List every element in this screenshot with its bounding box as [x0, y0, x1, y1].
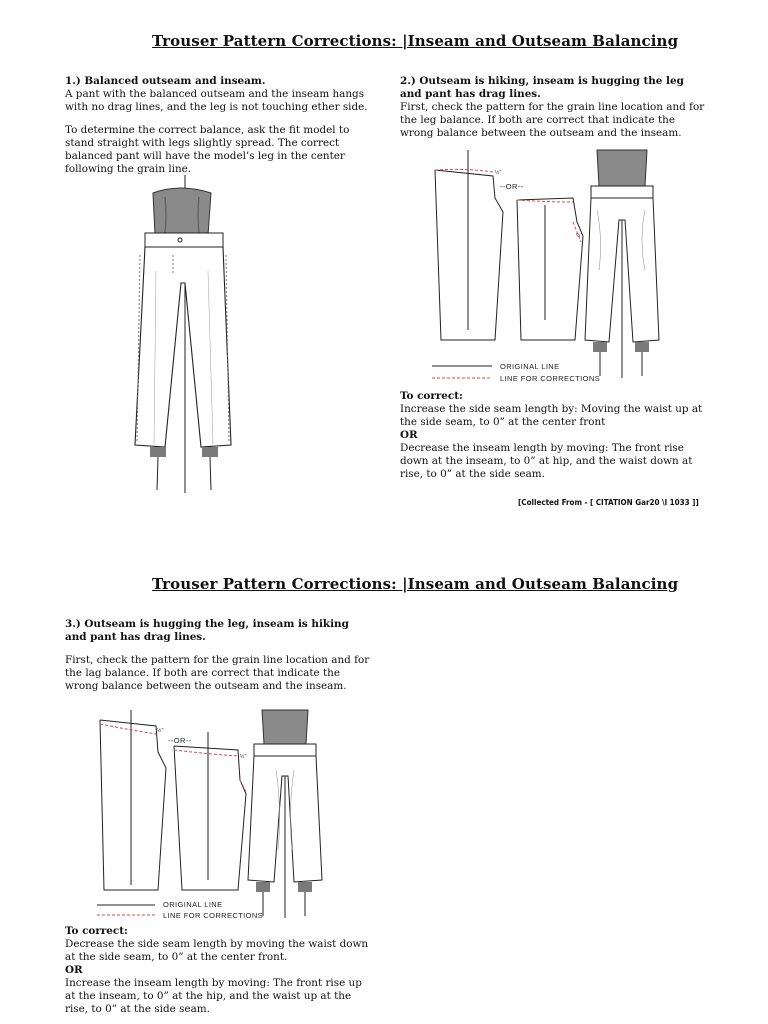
section2-text — [400, 75, 708, 140]
section1-paragraph1: A pant with the balanced outseam and the inseam hangs with no drag lines, and the leg is not touching ether side. — [65, 88, 368, 113]
section3-mark-a: ½" — [157, 728, 164, 734]
section1-heading: 1.) Balanced outseam and inseam. — [65, 75, 266, 87]
section3-mark-b: ½" — [240, 754, 247, 760]
section3-correct-paragraph1: Decrease the side seam length by moving the waist down at the side seam, to 0” at the center front. — [65, 938, 369, 963]
section3-legend-corrections: LINE FOR CORRECTIONS — [163, 911, 264, 920]
section3-legend-lines — [97, 903, 155, 919]
section2-legend-original: ORIGINAL LINE — [500, 362, 560, 371]
section2-legend-corrections: LINE FOR CORRECTIONS — [500, 374, 601, 383]
section2-correction-text — [400, 390, 705, 481]
section2-mark-b: ½" — [576, 233, 583, 239]
section2-or-word: OR — [400, 429, 418, 441]
section3-heading: 3.) Outseam is hugging the leg, inseam is hiking and pant has drag lines. — [65, 618, 349, 643]
section3-correct-heading: To correct: — [65, 925, 128, 937]
section3-or-word: OR — [65, 964, 83, 976]
section2-mannequin-illustration — [585, 150, 660, 380]
section2-mark-a: ½" — [495, 170, 502, 176]
citation: [Collected From - [ CITATION Gar20 \l 1033 ]] — [518, 498, 699, 507]
section3-text — [65, 618, 370, 693]
section2-correct-heading: To correct: — [400, 390, 463, 402]
balanced-pant-illustration — [125, 175, 235, 495]
section3-mannequin-illustration — [248, 710, 323, 920]
section2-paragraph1: First, check the pattern for the grain line location and for the leg balance. If both are correct that indicate the wrong balance between the outseam and the inseam. — [400, 101, 705, 139]
section3-or-label: --OR-- — [168, 736, 192, 745]
section2-pattern-pieces — [425, 150, 585, 345]
section2-heading: 2.) Outseam is hiking, inseam is hugging the leg and pant has drag lines. — [400, 75, 684, 100]
section2-correct-paragraph1: Increase the side seam length by: Moving the waist up at the side seam, to 0” at the center front — [400, 403, 703, 428]
section2-legend-lines — [432, 363, 492, 383]
section1-text — [65, 75, 370, 176]
page2-title: Trouser Pattern Corrections: |Inseam and Outseam Balancing — [152, 575, 679, 593]
section3-correction-text — [65, 925, 370, 1016]
section2-correct-paragraph2: Decrease the inseam length by moving: The front rise down at the inseam, to 0” at hip, and the waist down at rise, to 0” at the side seam. — [400, 442, 693, 480]
section2-or-label: --OR-- — [500, 182, 524, 191]
section3-paragraph1: First, check the pattern for the grain line location and for the lag balance. If both are correct that indicate the wrong balance between the outseam and the inseam. — [65, 654, 370, 692]
section1-paragraph2: To determine the correct balance, ask the fit model to stand straight with legs slightly spread. The correct balanced pant will have the model’s leg in the center following the grain line. — [65, 124, 350, 175]
section3-correct-paragraph2: Increase the inseam length by moving: The front rise up at the inseam, to 0” at the hip, and the waist up at the rise, to 0” at the side seam. — [65, 977, 362, 1015]
section3-legend-original: ORIGINAL LINE — [163, 900, 223, 909]
page1-title: Trouser Pattern Corrections: |Inseam and Outseam Balancing — [152, 32, 679, 50]
